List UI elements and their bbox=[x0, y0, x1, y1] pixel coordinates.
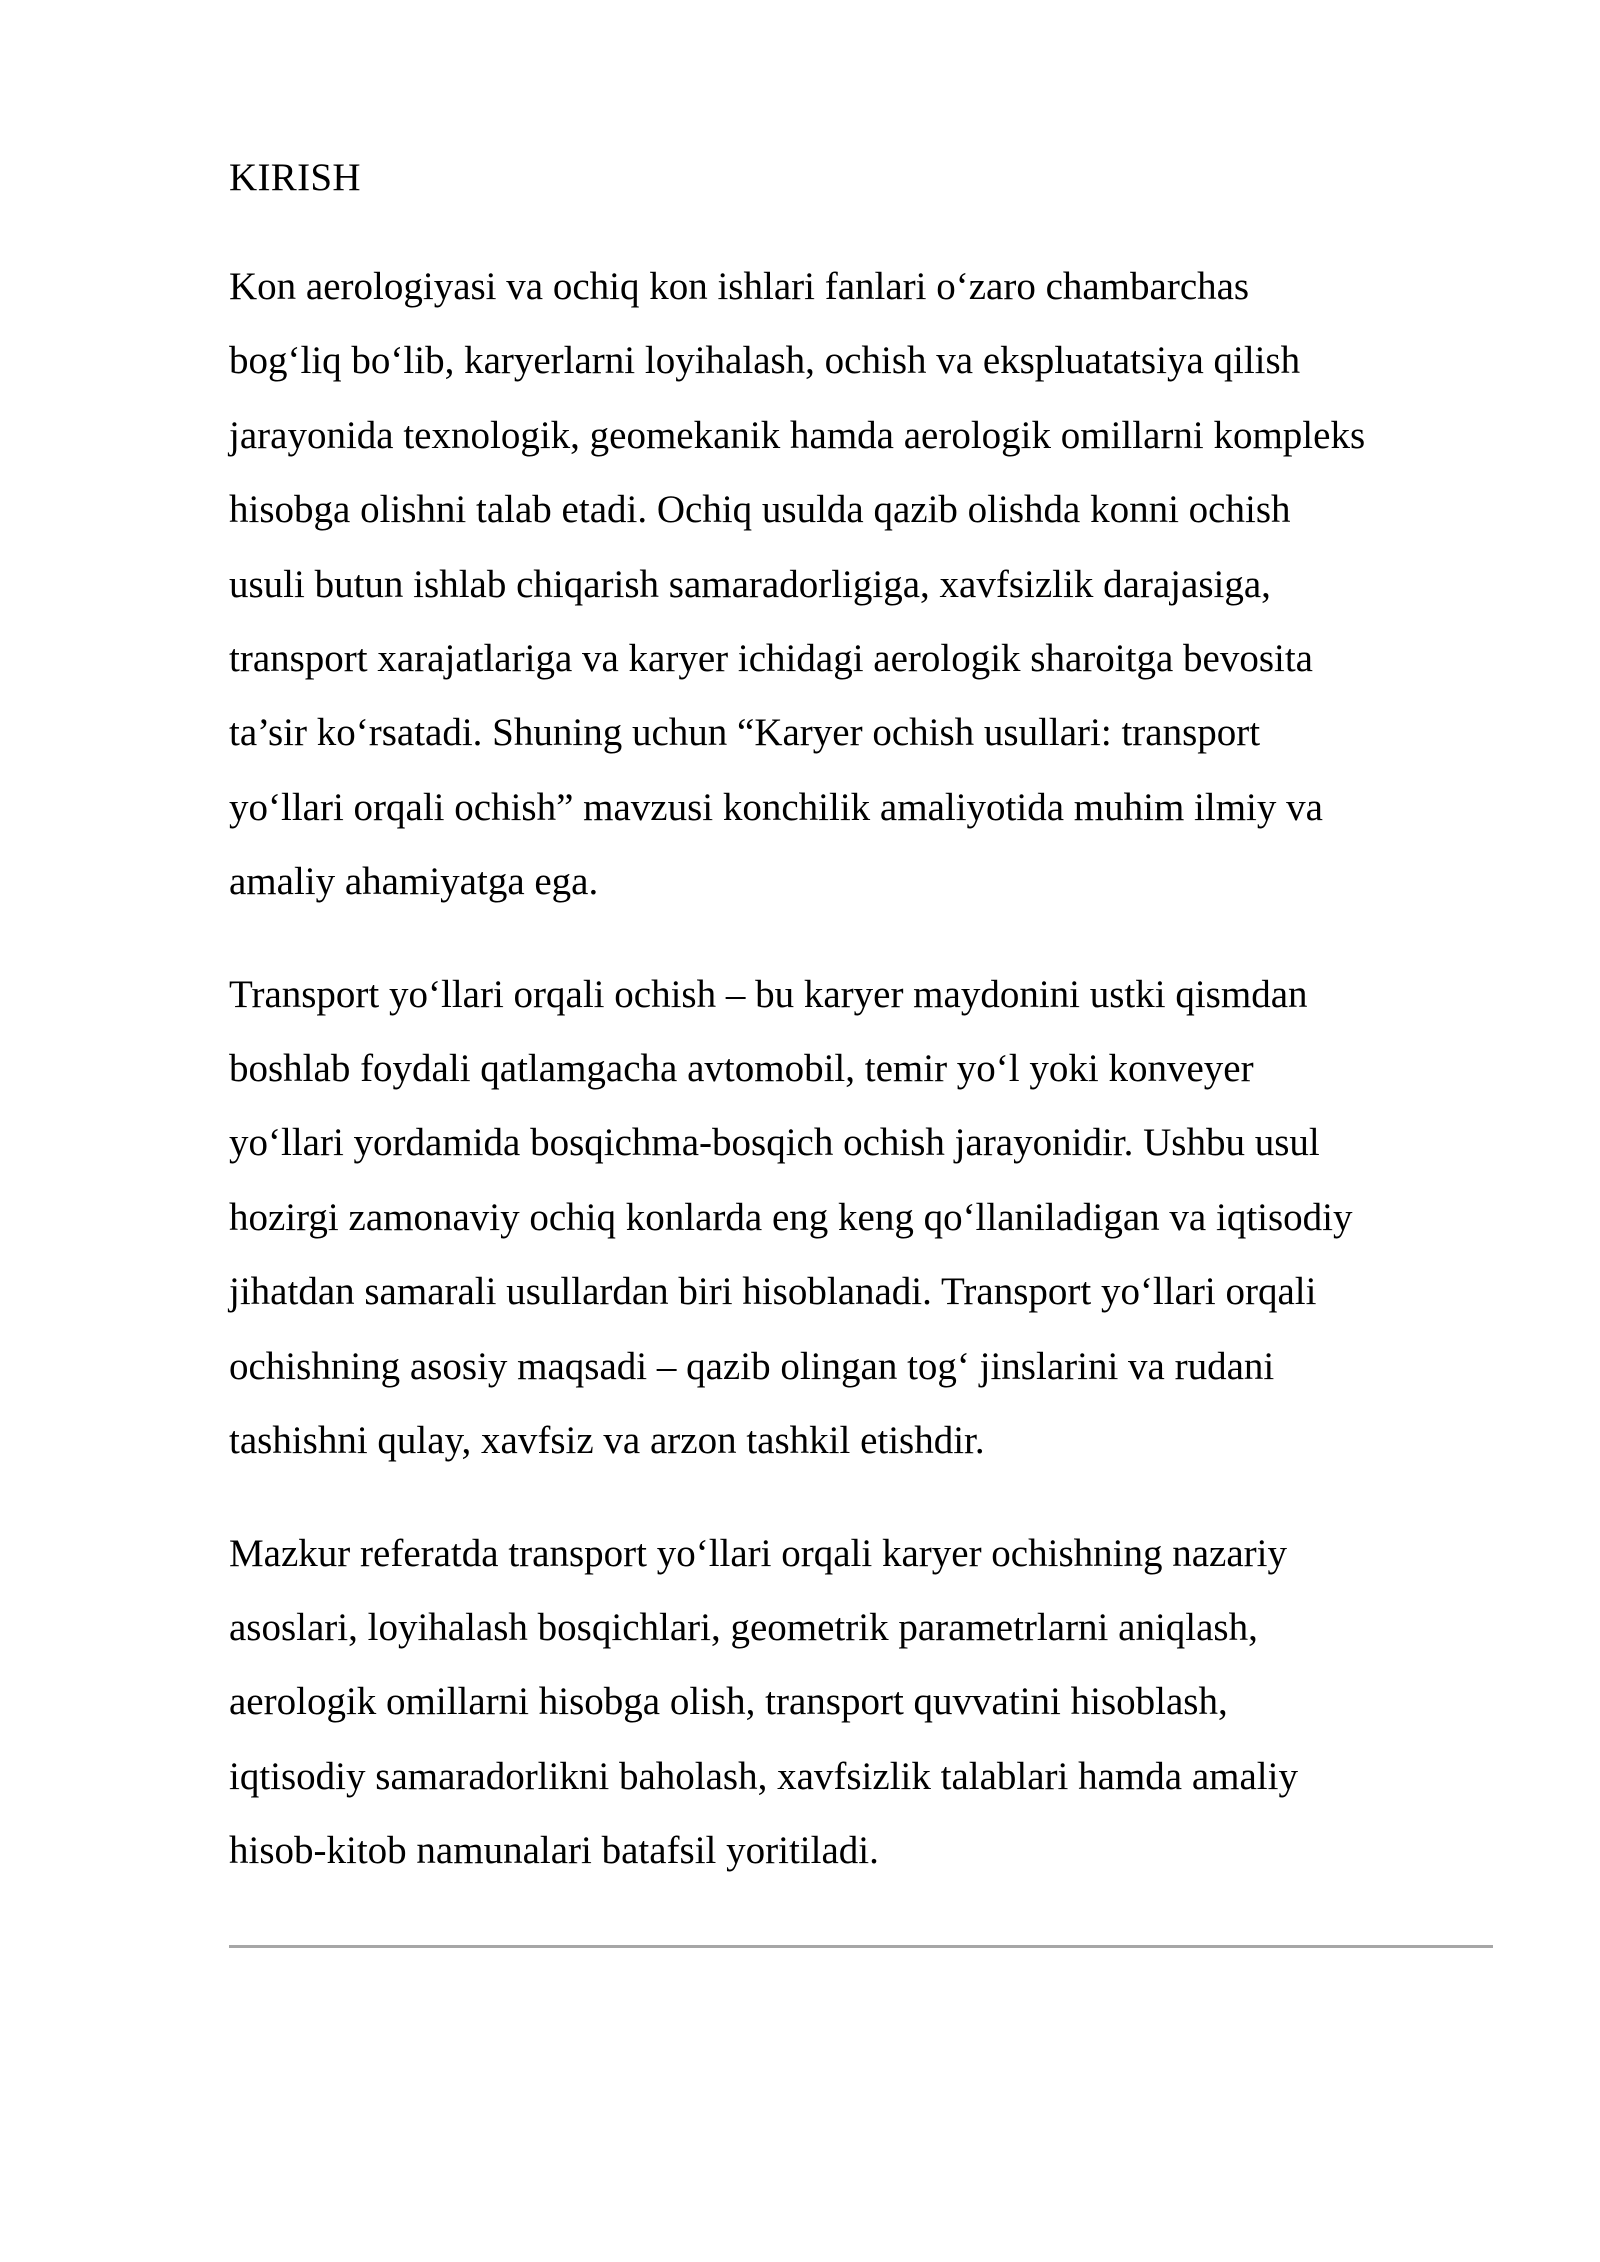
text-line: yo‘llari orqali ochish” mavzusi konchilik amaliyotida muhim ilmiy va bbox=[229, 785, 1323, 829]
text-line: ochishning asosiy maqsadi – qazib olingan tog‘ jinslarini va rudani bbox=[229, 1344, 1275, 1388]
text-line: hozirgi zamonaviy ochiq konlarda eng keng qo‘llaniladigan va iqtisodiy bbox=[229, 1195, 1353, 1239]
text-line: bog‘liq bo‘lib, karyerlarni loyihalash, ochish va ekspluatatsiya qilish bbox=[229, 339, 1301, 383]
text-line: yo‘llari yordamida bosqichma-bosqich ochish jarayonidir. Ushbu usul bbox=[229, 1121, 1320, 1165]
text-line: amaliy ahamiyatga ega. bbox=[229, 860, 599, 904]
paragraph-overview bbox=[229, 1517, 1491, 1889]
text-line: Transport yo‘llari orqali ochish – bu karyer maydonini ustki qismdan bbox=[229, 972, 1308, 1016]
text-line: Kon aerologiyasi va ochiq kon ishlari fanlari o‘zaro chambarchas bbox=[229, 265, 1250, 308]
text-line: Mazkur referatda transport yo‘llari orqali karyer ochishning nazariy bbox=[229, 1531, 1287, 1575]
section-heading: KIRISH bbox=[229, 156, 361, 199]
text-line: ta’sir ko‘rsatadi. Shuning uchun “Karyer ochish usullari: transport bbox=[229, 711, 1261, 755]
text-line: asoslari, loyihalash bosqichlari, geometrik parametrlarni aniqlash, bbox=[229, 1605, 1258, 1649]
text-line: jihatdan samarali usullardan biri hisoblanadi. Transport yo‘llari orqali bbox=[229, 1270, 1317, 1314]
text-line: transport xarajatlariga va karyer ichidagi aerologik sharoitga bevosita bbox=[229, 637, 1313, 681]
paragraph-transport bbox=[229, 958, 1491, 1479]
text-line: jarayonida texnologik, geomekanik hamda aerologik omillarni kompleks bbox=[229, 413, 1366, 457]
text-line: hisobga olishni talab etadi. Ochiq usulda qazib olishda konni ochish bbox=[229, 488, 1291, 532]
paragraph-intro bbox=[229, 250, 1491, 920]
text-line: hisob-kitob namunalari batafsil yoritiladi. bbox=[229, 1829, 879, 1873]
horizontal-rule bbox=[229, 1945, 1493, 1948]
document-page bbox=[229, 150, 1491, 1927]
text-line: boshlab foydali qatlamgacha avtomobil, temir yo‘l yoki konveyer bbox=[229, 1047, 1254, 1091]
text-line: tashishni qulay, xavfsiz va arzon tashkil etishdir. bbox=[229, 1419, 985, 1463]
text-line: aerologik omillarni hisobga olish, transport quvvatini hisoblash, bbox=[229, 1680, 1228, 1724]
text-line: iqtisodiy samaradorlikni baholash, xavfsizlik talablari hamda amaliy bbox=[229, 1754, 1298, 1798]
text-line: usuli butun ishlab chiqarish samaradorligiga, xavfsizlik darajasiga, bbox=[229, 562, 1271, 606]
